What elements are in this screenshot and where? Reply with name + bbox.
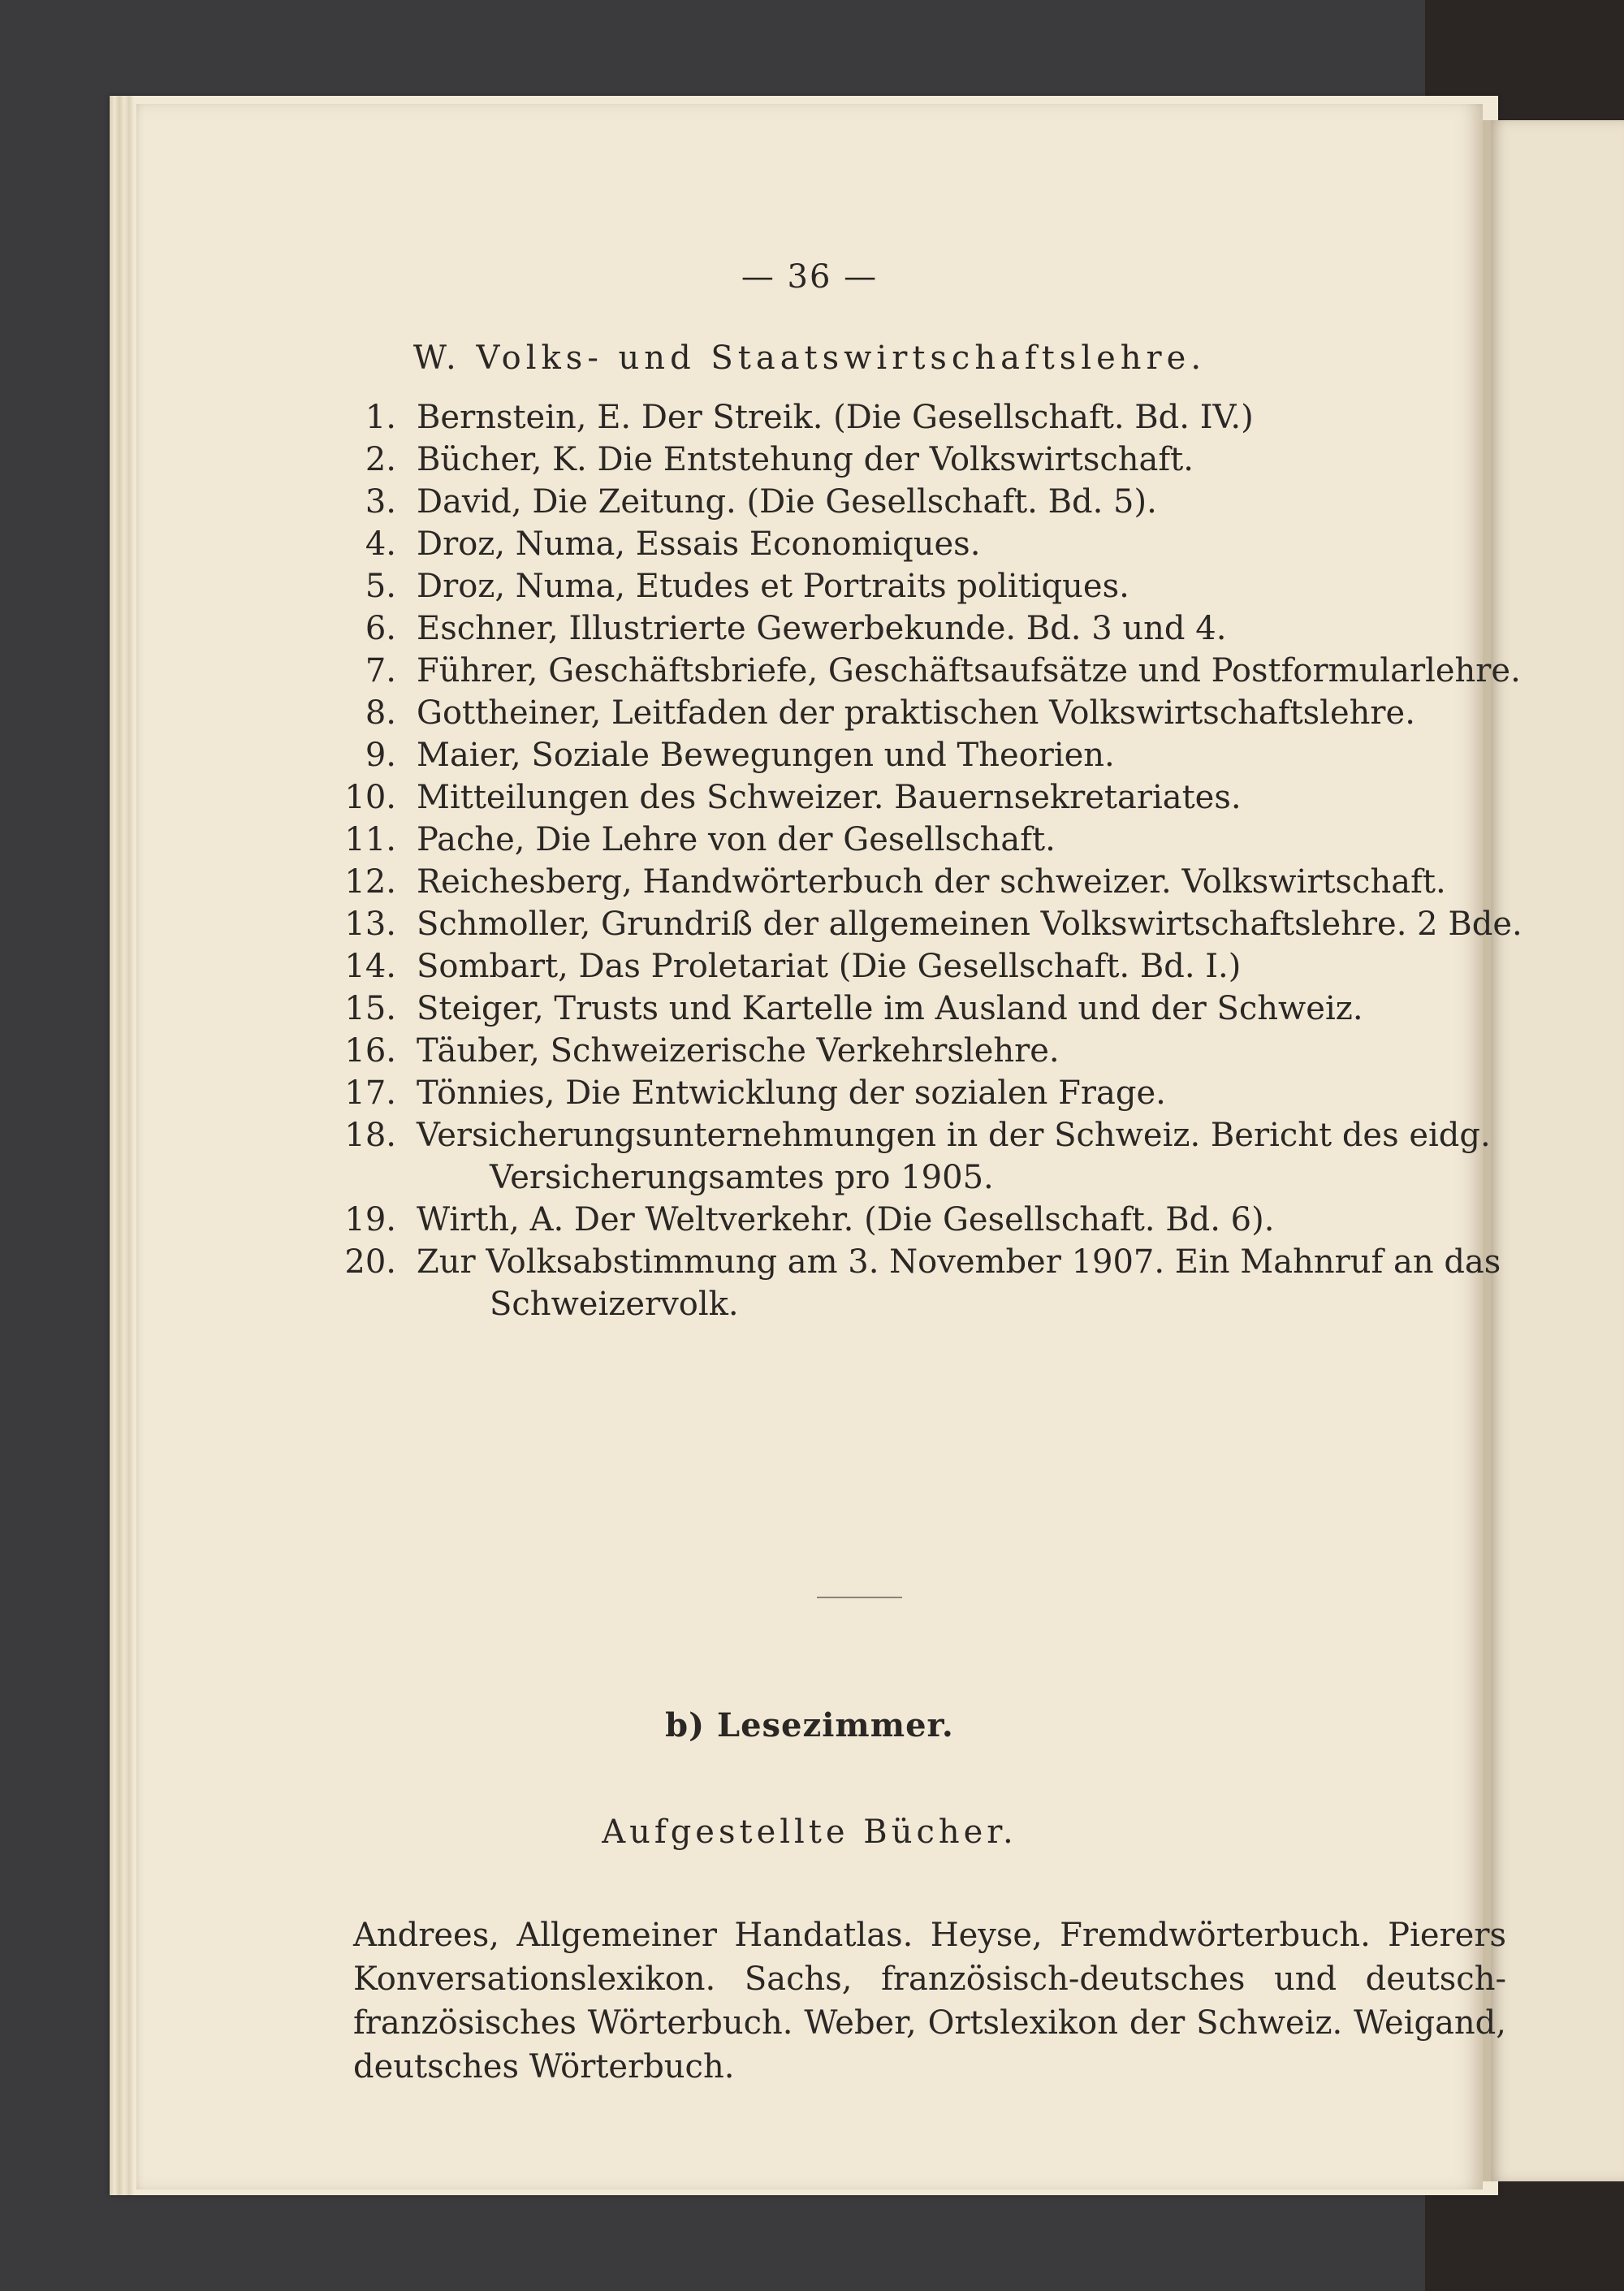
list-item <box>136 439 1483 481</box>
list-item-number: 8. <box>365 694 396 732</box>
list-item <box>136 1072 1483 1114</box>
list-item <box>136 650 1521 692</box>
list-item-text: Reichesberg, Handwörterbuch der schweizer. Volkswirtschaft. <box>417 863 1446 901</box>
list-item <box>136 819 1483 861</box>
list-item-number: 11. <box>344 821 396 858</box>
list-item-number: 7. <box>365 652 396 689</box>
list-item-number: 4. <box>365 525 396 563</box>
list-item <box>136 1030 1483 1072</box>
list-item-number: 3. <box>365 483 396 521</box>
list-item-number: 12. <box>344 863 396 901</box>
list-item-text: Eschner, Illustrierte Gewerbekunde. Bd. 3 und 4. <box>417 610 1227 647</box>
list-item-text: Täuber, Schweizerische Verkehrslehre. <box>417 1032 1060 1070</box>
list-item-number: 20. <box>344 1243 396 1281</box>
book-page <box>136 104 1522 2189</box>
list-item-text: Sombart, Das Proletariat (Die Gesellschaft. Bd. I.) <box>417 948 1242 985</box>
list-item-text: Pache, Die Lehre von der Gesellschaft. <box>417 821 1056 858</box>
list-item <box>136 565 1483 607</box>
list-item <box>136 523 1483 565</box>
list-item-number: 15. <box>344 990 396 1027</box>
list-item <box>136 776 1483 819</box>
list-item <box>136 861 1483 903</box>
page-number: — 36 — <box>741 258 879 296</box>
list-item-text: Wirth, A. Der Weltverkehr. (Die Gesellschaft. Bd. 6). <box>417 1201 1275 1238</box>
list-item-text: David, Die Zeitung. (Die Gesellschaft. Bd. 5). <box>417 483 1157 521</box>
list-item-text: Tönnies, Die Entwicklung der sozialen Frage. <box>417 1074 1166 1112</box>
shelved-books-heading: Aufgestellte Bücher. <box>602 1813 1017 1851</box>
page-content <box>136 104 1522 2189</box>
list-item-text: Zur Volksabstimmung am 3. November 1907. Ein Mahnruf an das Schweizervolk. <box>417 1243 1501 1323</box>
list-item <box>136 1199 1483 1241</box>
reading-room-heading: b) Lesezimmer. <box>665 1706 954 1744</box>
list-item-number: 13. <box>344 906 396 943</box>
list-item-number: 1. <box>365 399 396 436</box>
section-heading: W. Volks- und Staatswirtschaftslehre. <box>412 339 1207 377</box>
list-item-text: Bernstein, E. Der Streik. (Die Gesellschaft. Bd. IV.) <box>417 399 1254 436</box>
list-item <box>136 396 1483 439</box>
list-item-number: 14. <box>344 948 396 985</box>
list-item-number: 6. <box>365 610 396 647</box>
list-item <box>136 1114 1491 1199</box>
list-item-text: Steiger, Trusts und Kartelle im Ausland und der Schweiz. <box>417 990 1363 1027</box>
list-item-number: 19. <box>344 1201 396 1238</box>
list-item-number: 2. <box>365 441 396 478</box>
list-item-number: 16. <box>344 1032 396 1070</box>
list-item-text: Droz, Numa, Essais Economiques. <box>417 525 981 563</box>
list-item-text: Maier, Soziale Bewegungen und Theorien. <box>417 737 1115 774</box>
list-item-text: Führer, Geschäftsbriefe, Geschäftsaufsätze und Postformularlehre. <box>417 652 1521 689</box>
list-item-number: 5. <box>365 568 396 605</box>
list-item-text: Versicherungsunternehmungen in der Schweiz. Bericht des eidg. Versicherungsamtes pro 1905. <box>417 1117 1491 1196</box>
list-item-text: Schmoller, Grundriß der allgemeinen Volkswirtschaftslehre. 2 Bde. <box>417 906 1522 943</box>
list-item-text: Bücher, K. Die Entstehung der Volkswirtschaft. <box>417 441 1194 478</box>
list-item-text: Gottheiner, Leitfaden der praktischen Volkswirtschaftslehre. <box>417 694 1415 732</box>
list-item <box>136 988 1483 1030</box>
list-item <box>136 607 1483 650</box>
list-item <box>136 903 1522 945</box>
list-item <box>136 481 1483 523</box>
list-item <box>136 692 1483 734</box>
list-item-number: 9. <box>365 737 396 774</box>
list-item-number: 10. <box>344 779 396 816</box>
list-item-text: Mitteilungen des Schweizer. Bauernsekretariates. <box>417 779 1242 816</box>
list-item-text: Droz, Numa, Etudes et Portraits politiques. <box>417 568 1129 605</box>
section-divider <box>817 1597 902 1598</box>
shelved-books-paragraph: Andrees, Allgemeiner Handatlas. Heyse, Fremdwörterbuch. Pierers Konversationslexikon. Sachs, französisch-deutsches und deutsch-französisches Wörterbuch. Weber, Ortslexikon der Schweiz. Weigand, deutsches Wörterbuch. <box>353 1917 1506 2086</box>
list-item-number: 17. <box>344 1074 396 1112</box>
list-item <box>136 1241 1501 1325</box>
list-item <box>136 734 1483 776</box>
list-item <box>136 945 1483 988</box>
list-item-number: 18. <box>344 1117 396 1154</box>
book-list <box>136 396 1522 1325</box>
